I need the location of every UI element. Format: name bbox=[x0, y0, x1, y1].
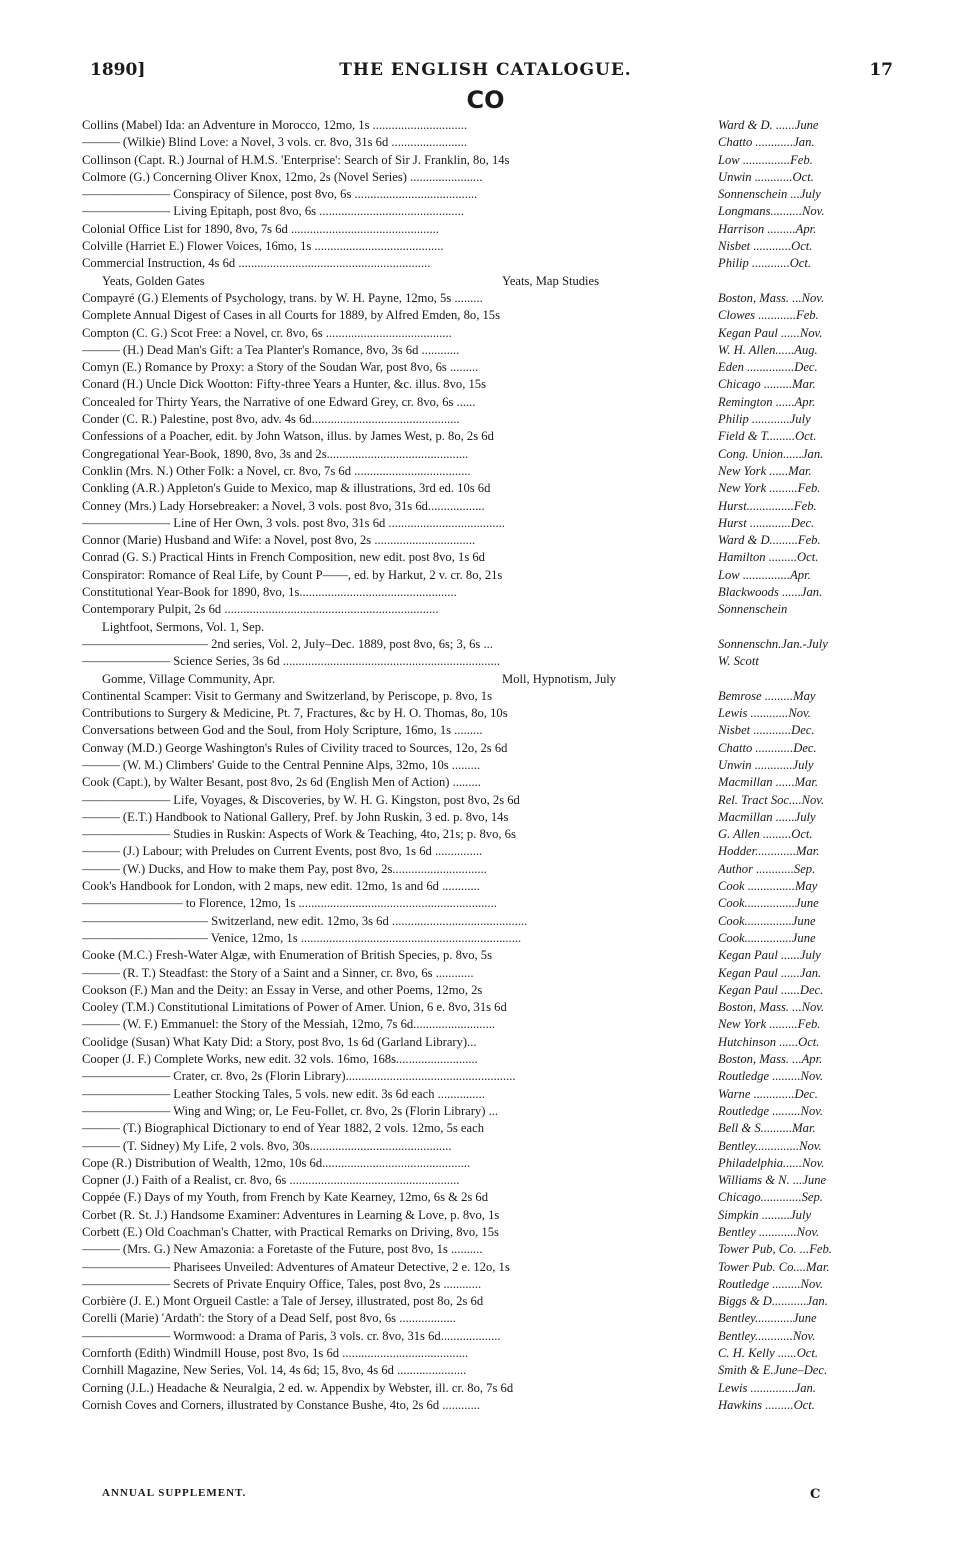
entry-title: ——— (J.) Labour; with Preludes on Current Events, post 8vo, 1s 6d ............... bbox=[82, 844, 483, 859]
entry-publisher: Chicago.............Sep. bbox=[718, 1190, 823, 1205]
series-list-line bbox=[82, 619, 894, 636]
catalogue-entry bbox=[82, 757, 894, 774]
entry-publisher: Hamilton .........Oct. bbox=[718, 550, 819, 565]
catalogue-entry bbox=[82, 515, 894, 532]
catalogue-entry bbox=[82, 843, 894, 860]
entry-title: ——— (T. Sidney) My Life, 2 vols. 8vo, 30s............................................. bbox=[82, 1138, 452, 1153]
entry-title: Colonial Office List for 1890, 8vo, 7s 6d ............................................... bbox=[82, 221, 439, 236]
catalogue-entry bbox=[82, 152, 894, 169]
catalogue-entry bbox=[82, 774, 894, 791]
entry-title: —————————— 2nd series, Vol. 2, July–Dec. 1889, post 8vo, 6s; 3, 6s ... bbox=[82, 636, 493, 651]
entry-title: Commercial Instruction, 4s 6d ............................................................. bbox=[82, 256, 431, 271]
catalogue-entry bbox=[82, 636, 894, 653]
header-year: 1890] bbox=[90, 60, 146, 80]
catalogue-entry bbox=[82, 428, 894, 445]
entry-title: Conard (H.) Uncle Dick Wootton: Fifty-three Years a Hunter, &c. illus. 8vo, 15s bbox=[82, 377, 486, 392]
entry-publisher: Longmans..........Nov. bbox=[718, 204, 825, 219]
catalogue-entry bbox=[82, 653, 894, 670]
entry-publisher: Smith & E.June–Dec. bbox=[718, 1363, 828, 1378]
entry-title: ——————— Wormwood: a Drama of Paris, 3 vols. cr. 8vo, 31s 6d................... bbox=[82, 1328, 501, 1343]
page-number: 17 bbox=[869, 60, 893, 80]
entry-title: Conder (C. R.) Palestine, post 8vo, adv. 4s 6d............................................... bbox=[82, 412, 460, 427]
entry-title: Collins (Mabel) Ida: an Adventure in Morocco, 12mo, 1s .............................. bbox=[82, 118, 468, 132]
entry-publisher: Sonnenschein ...July bbox=[718, 187, 821, 202]
catalogue-entry bbox=[82, 740, 894, 757]
catalogue-entry bbox=[82, 1241, 894, 1258]
entry-title: Coppée (F.) Days of my Youth, from French by Kate Kearney, 12mo, 6s & 2s 6d bbox=[82, 1190, 489, 1205]
entry-publisher: Bentley..............Nov. bbox=[718, 1138, 822, 1153]
entry-title: Corbière (J. E.) Mont Orgueil Castle: a Tale of Jersey, illustrated, post 8o, 2s 6d bbox=[82, 1294, 484, 1309]
entry-publisher: W. H. Allen......Aug. bbox=[718, 342, 818, 357]
catalogue-entry bbox=[82, 1155, 894, 1172]
catalogue-entry bbox=[82, 221, 894, 238]
entry-publisher: Chatto ............Dec. bbox=[718, 740, 817, 755]
entry-publisher: Lewis ............Nov. bbox=[718, 706, 811, 721]
entry-publisher: Field & T.........Oct. bbox=[718, 429, 817, 444]
entry-title: ——— (Wilkie) Blind Love: a Novel, 3 vols. cr. 8vo, 31s 6d ........................ bbox=[82, 135, 467, 150]
page-footer bbox=[0, 1487, 971, 1507]
entry-title: Cooke (M.C.) Fresh-Water Algæ, with Enumeration of British Species, p. 8vo, 5s bbox=[82, 948, 492, 963]
entry-publisher: Cook................June bbox=[718, 896, 819, 911]
entry-publisher: Low ...............Feb. bbox=[718, 152, 813, 167]
catalogue-entry bbox=[82, 861, 894, 878]
entry-publisher: Philadelphia......Nov. bbox=[718, 1155, 825, 1170]
catalogue-entry bbox=[82, 1068, 894, 1085]
catalogue-entry bbox=[82, 307, 894, 324]
entry-publisher: Nisbet ............Dec. bbox=[718, 723, 815, 738]
entry-publisher: Cook...............June bbox=[718, 930, 816, 945]
entry-title: ——————— Line of Her Own, 3 vols. post 8vo, 31s 6d ..................................... bbox=[82, 515, 505, 530]
entry-title: ———————— to Florence, 12mo, 1s ............................................................... bbox=[82, 896, 497, 911]
entry-title: Concealed for Thirty Years, the Narrative of one Edward Grey, cr. 8vo, 6s ...... bbox=[82, 394, 476, 409]
entry-title: ——— (R. T.) Steadfast: the Story of a Saint and a Sinner, cr. 8vo, 6s ............ bbox=[82, 965, 474, 980]
entry-title: Connor (Marie) Husband and Wife: a Novel, post 8vo, 2s ................................ bbox=[82, 533, 476, 548]
entry-title: Congregational Year-Book, 1890, 8vo, 3s and 2s............................................. bbox=[82, 446, 469, 461]
entry-publisher: Unwin ............Oct. bbox=[718, 169, 814, 184]
entry-publisher: Macmillan ......July bbox=[718, 809, 816, 824]
entry-publisher: Nisbet ............Oct. bbox=[718, 239, 813, 254]
series-list-line bbox=[82, 273, 894, 290]
catalogue-entry bbox=[82, 1138, 894, 1155]
entry-title: Continental Scamper: Visit to Germany and Switzerland, by Periscope, p. 8vo, 1s bbox=[82, 688, 492, 703]
catalogue-entry bbox=[82, 255, 894, 272]
entry-title: Compton (C. G.) Scot Free: a Novel, cr. 8vo, 6s ........................................ bbox=[82, 325, 452, 340]
entry-publisher: Cong. Union......Jan. bbox=[718, 446, 824, 461]
entry-publisher: New York ......Mar. bbox=[718, 463, 812, 478]
entry-publisher: Tower Pub, Co. ...Feb. bbox=[718, 1242, 832, 1257]
entry-title: ——— (Mrs. G.) New Amazonia: a Foretaste of the Future, post 8vo, 1s .......... bbox=[82, 1242, 483, 1257]
catalogue-entry bbox=[82, 982, 894, 999]
entry-publisher: Routledge .........Nov. bbox=[718, 1276, 824, 1291]
entry-publisher: Bentley............June bbox=[718, 1311, 817, 1326]
catalogue-entry bbox=[82, 722, 894, 739]
catalogue-entry bbox=[82, 411, 894, 428]
catalogue-entry bbox=[82, 480, 894, 497]
entry-publisher: Hutchinson ......Oct. bbox=[718, 1034, 820, 1049]
section-heading: CO bbox=[466, 86, 505, 114]
entry-title: ——————— Wing and Wing; or, Le Feu-Follet, cr. 8vo, 2s (Florin Library) ... bbox=[82, 1103, 499, 1118]
catalogue-entry bbox=[82, 584, 894, 601]
entry-title: Conkling (A.R.) Appleton's Guide to Mexico, map & illustrations, 3rd ed. 10s 6d bbox=[82, 481, 491, 496]
catalogue-entry bbox=[82, 705, 894, 722]
entry-title: Cook (Capt.), by Walter Besant, post 8vo, 2s 6d (English Men of Action) ......... bbox=[82, 775, 481, 790]
entry-title: Constitutional Year-Book for 1890, 8vo, 1s.................................................. bbox=[82, 585, 457, 600]
entry-publisher: Biggs & D...........Jan. bbox=[718, 1294, 828, 1309]
entry-publisher: Bentley ............Nov. bbox=[718, 1225, 820, 1239]
entry-title: Corning (J.L.) Headache & Neuralgia, 2 ed. w. Appendix by Webster, ill. cr. 8o, 7s 6d bbox=[82, 1380, 514, 1395]
entry-title: Conversations between God and the Soul, from Holy Scripture, 16mo, 1s ......... bbox=[82, 723, 483, 738]
entry-publisher: Rel. Tract Soc....Nov. bbox=[718, 792, 825, 807]
catalogue-entry bbox=[82, 1103, 894, 1120]
entry-publisher: Blackwoods ......Jan. bbox=[718, 585, 823, 600]
catalogue-entry bbox=[82, 792, 894, 809]
catalogue-entry bbox=[82, 809, 894, 826]
entry-title: Colmore (G.) Concerning Oliver Knox, 12mo, 2s (Novel Series) ....................... bbox=[82, 169, 483, 184]
entry-title: Cornhill Magazine, New Series, Vol. 14, 4s 6d; 15, 8vo, 4s 6d ...................... bbox=[82, 1363, 467, 1378]
entry-publisher: Philip ............July bbox=[718, 412, 811, 427]
entry-publisher: Hurst .............Dec. bbox=[718, 515, 815, 530]
entry-title: Cook's Handbook for London, with 2 maps, new edit. 12mo, 1s and 6d ............ bbox=[82, 879, 480, 894]
entry-publisher: Routledge .........Nov. bbox=[718, 1103, 824, 1118]
footer-signature-mark: C bbox=[810, 1487, 821, 1502]
entry-publisher: C. H. Kelly ......Oct. bbox=[718, 1346, 819, 1361]
entry-title: ——————— Secrets of Private Enquiry Office, Tales, post 8vo, 2s ............ bbox=[82, 1276, 482, 1291]
series-item: Yeats, Golden Gates bbox=[102, 273, 205, 288]
entry-publisher: Bell & S..........Mar. bbox=[718, 1121, 816, 1136]
catalogue-entry bbox=[82, 1328, 894, 1345]
entry-title: Conway (M.D.) George Washington's Rules of Civility traced to Sources, 12o, 2s 6d bbox=[82, 740, 508, 755]
entry-publisher: Unwin ............July bbox=[718, 757, 814, 772]
entry-publisher: Simpkin .........July bbox=[718, 1207, 812, 1222]
entry-title: Collinson (Capt. R.) Journal of H.M.S. 'Enterprise': Search of Sir J. Franklin, 8o, 14s bbox=[82, 152, 510, 167]
entry-title: Copner (J.) Faith of a Realist, cr. 8vo, 6s ...................................................... bbox=[82, 1173, 460, 1188]
catalogue-entry bbox=[82, 290, 894, 307]
entry-publisher: Sonnenschein bbox=[718, 602, 788, 617]
catalogue-entry bbox=[82, 947, 894, 964]
entry-title: Conklin (Mrs. N.) Other Folk: a Novel, cr. 8vo, 7s 6d ..................................... bbox=[82, 463, 471, 478]
catalogue-entry bbox=[82, 1259, 894, 1276]
catalogue-entry bbox=[82, 1034, 894, 1051]
catalogue-entry bbox=[82, 1276, 894, 1293]
entry-publisher: Hurst...............Feb. bbox=[718, 498, 817, 513]
entry-publisher: Routledge .........Nov. bbox=[718, 1069, 824, 1084]
entry-publisher: Remington ......Apr. bbox=[718, 394, 816, 409]
catalogue-entry bbox=[82, 394, 894, 411]
catalogue-entry bbox=[82, 117, 894, 134]
catalogue-entry bbox=[82, 169, 894, 186]
entry-title: Cookson (F.) Man and the Deity: an Essay in Verse, and other Poems, 12mo, 2s bbox=[82, 982, 483, 997]
entry-publisher: New York .........Feb. bbox=[718, 1017, 821, 1032]
entry-title: Contributions to Surgery & Medicine, Pt. 7, Fractures, &c by H. O. Thomas, 8o, 10s bbox=[82, 706, 508, 721]
entry-title: Cooper (J. F.) Complete Works, new edit. 32 vols. 16mo, 168s.......................... bbox=[82, 1052, 478, 1067]
entry-title: Conrad (G. S.) Practical Hints in French Composition, new edit. post 8vo, 1s 6d bbox=[82, 550, 485, 565]
series-item: Gomme, Village Community, Apr. bbox=[102, 671, 276, 686]
catalogue-entry bbox=[82, 601, 894, 618]
entry-title: Confessions of a Poacher, edit. by John Watson, illus. by James West, p. 8o, 2s 6d bbox=[82, 429, 494, 444]
catalogue-entry bbox=[82, 359, 894, 376]
entry-title: ——— (T.) Biographical Dictionary to end of Year 1882, 2 vols. 12mo, 5s each bbox=[82, 1121, 484, 1136]
catalogue-entry bbox=[82, 532, 894, 549]
catalogue-entry bbox=[82, 567, 894, 584]
catalogue-entry bbox=[82, 1224, 894, 1241]
catalogue-entry bbox=[82, 325, 894, 342]
entry-publisher: Bemrose .........May bbox=[718, 688, 816, 703]
catalogue-entry bbox=[82, 186, 894, 203]
entry-publisher: Sonnenschn.Jan.-July bbox=[718, 636, 828, 651]
entry-title: ——— (E.T.) Handbook to National Gallery, Pref. by John Ruskin, 3 ed. p. 8vo, 14s bbox=[82, 809, 509, 824]
entry-title: ——————— Science Series, 3s 6d ..................................................................... bbox=[82, 654, 501, 669]
entry-title: Corbett (E.) Old Coachman's Chatter, with Practical Remarks on Driving, 8vo, 15s bbox=[82, 1225, 499, 1239]
entry-title: ——————— Living Epitaph, post 8vo, 6s .............................................. bbox=[82, 204, 465, 219]
catalogue-entry bbox=[82, 1172, 894, 1189]
catalogue-entry bbox=[82, 1051, 894, 1068]
catalogue-entry bbox=[82, 999, 894, 1016]
catalogue-entry bbox=[82, 134, 894, 151]
entry-title: ——————— Pharisees Unveiled: Adventures of Amateur Detective, 2 e. 12o, 1s bbox=[82, 1259, 510, 1274]
catalogue-entry bbox=[82, 930, 894, 947]
series-list-line bbox=[82, 671, 894, 688]
entry-title: Comyn (E.) Romance by Proxy: a Story of the Soudan War, post 8vo, 6s ......... bbox=[82, 360, 479, 375]
catalogue-entry bbox=[82, 549, 894, 566]
catalogue-entry bbox=[82, 1086, 894, 1103]
entry-title: Cornish Coves and Corners, illustrated by Constance Bushe, 4to, 2s 6d ............ bbox=[82, 1397, 481, 1412]
entry-publisher: Chicago .........Mar. bbox=[718, 377, 816, 392]
entry-publisher: Lewis ..............Jan. bbox=[718, 1380, 816, 1395]
entry-title: Corelli (Marie) 'Ardath': the Story of a Dead Self, post 8vo, 6s .................. bbox=[82, 1311, 456, 1326]
entry-title: ——————— Conspiracy of Silence, post 8vo, 6s ....................................... bbox=[82, 187, 478, 202]
catalogue-entry bbox=[82, 446, 894, 463]
catalogue-entry bbox=[82, 203, 894, 220]
entry-title: —————————— Switzerland, new edit. 12mo, 3s 6d ........................................... bbox=[82, 913, 528, 928]
entry-publisher: Boston, Mass. ...Nov. bbox=[718, 1000, 825, 1015]
catalogue-entry bbox=[82, 1293, 894, 1310]
entry-title: ——————— Crater, cr. 8vo, 2s (Florin Library)...................................................... bbox=[82, 1069, 516, 1084]
entry-title: ——————— Life, Voyages, & Discoveries, by W. H. G. Kingston, post 8vo, 2s 6d bbox=[82, 792, 520, 807]
entry-publisher: Cook...............June bbox=[718, 913, 816, 928]
entry-publisher: Ward & D. ......June bbox=[718, 118, 819, 132]
entry-publisher: Warne .............Dec. bbox=[718, 1086, 818, 1101]
entry-title: Conney (Mrs.) Lady Horsebreaker: a Novel, 3 vols. post 8vo, 31s 6d.................. bbox=[82, 498, 485, 513]
entry-publisher: Kegan Paul ......July bbox=[718, 948, 821, 963]
entry-publisher: Hawkins .........Oct. bbox=[718, 1397, 815, 1412]
entry-publisher: Low ...............Apr. bbox=[718, 567, 811, 582]
catalogue-entry bbox=[82, 1397, 894, 1414]
entry-publisher: Cook ...............May bbox=[718, 879, 818, 894]
catalogue-entry bbox=[82, 1310, 894, 1327]
entry-title: —————————— Venice, 12mo, 1s ...................................................................... bbox=[82, 930, 522, 945]
catalogue-entry bbox=[82, 688, 894, 705]
entry-publisher: Kegan Paul ......Dec. bbox=[718, 982, 824, 997]
entry-title: ——————— Studies in Ruskin: Aspects of Work & Teaching, 4to, 21s; p. 8vo, 6s bbox=[82, 827, 516, 842]
entry-publisher: Eden ...............Dec. bbox=[718, 360, 818, 375]
header-title: THE ENGLISH CATALOGUE. bbox=[339, 60, 632, 80]
entry-title: Conspirator: Romance of Real Life, by Count P——, ed. by Harkut, 2 v. cr. 8o, 21s bbox=[82, 567, 503, 582]
entry-title: Colville (Harriet E.) Flower Voices, 16mo, 1s ......................................... bbox=[82, 239, 444, 254]
entry-title: Contemporary Pulpit, 2s 6d .................................................................... bbox=[82, 602, 439, 617]
series-item: Moll, Hypnotism, July bbox=[502, 671, 617, 686]
entry-title: ——— (W.) Ducks, and How to make them Pay, post 8vo, 2s.............................. bbox=[82, 861, 487, 876]
entry-title: ——— (W. M.) Climbers' Guide to the Central Pennine Alps, 32mo, 10s ......... bbox=[82, 757, 481, 772]
running-header bbox=[0, 60, 971, 86]
catalogue-entry bbox=[82, 1120, 894, 1137]
series-item: Lightfoot, Sermons, Vol. 1, Sep. bbox=[102, 619, 265, 634]
catalogue-entry bbox=[82, 1380, 894, 1397]
entry-title: ——————— Leather Stocking Tales, 5 vols. new edit. 3s 6d each ............... bbox=[82, 1086, 485, 1101]
entry-publisher: Boston, Mass. ...Nov. bbox=[718, 290, 825, 305]
footer-signature: ANNUAL SUPPLEMENT. bbox=[102, 1487, 247, 1499]
entry-publisher: Clowes ............Feb. bbox=[718, 308, 819, 323]
entry-publisher: New York .........Feb. bbox=[718, 481, 821, 496]
entry-publisher: Kegan Paul ......Nov. bbox=[718, 325, 823, 340]
catalogue-entry bbox=[82, 342, 894, 359]
entry-publisher: Philip ............Oct. bbox=[718, 256, 812, 271]
catalogue-entry bbox=[82, 238, 894, 255]
catalogue-entry bbox=[82, 1362, 894, 1379]
entry-publisher: Author ............Sep. bbox=[718, 861, 816, 876]
catalogue-entry bbox=[82, 913, 894, 930]
entry-title: ——— (H.) Dead Man's Gift: a Tea Planter's Romance, 8vo, 3s 6d ............ bbox=[82, 342, 460, 357]
catalogue-entry bbox=[82, 1345, 894, 1362]
catalogue-entry bbox=[82, 376, 894, 393]
entry-title: Compayré (G.) Elements of Psychology, trans. by W. H. Payne, 12mo, 5s ......... bbox=[82, 290, 483, 305]
entry-title: Cooley (T.M.) Constitutional Limitations of Power of Amer. Union, 6 e. 8vo, 31s 6d bbox=[82, 1000, 507, 1015]
catalogue-entry bbox=[82, 826, 894, 843]
entry-publisher: Tower Pub. Co....Mar. bbox=[718, 1259, 830, 1274]
entry-publisher: Ward & D.........Feb. bbox=[718, 533, 821, 548]
catalogue-entry bbox=[82, 895, 894, 912]
entry-title: Complete Annual Digest of Cases in all Courts for 1889, by Alfred Emden, 8o, 15s bbox=[82, 308, 500, 323]
entry-title: ——— (W. F.) Emmanuel: the Story of the Messiah, 12mo, 7s 6d.......................... bbox=[82, 1017, 496, 1032]
catalogue-entry bbox=[82, 1189, 894, 1206]
catalogue-entry bbox=[82, 1016, 894, 1033]
catalogue-entry bbox=[82, 498, 894, 515]
entry-title: Cope (R.) Distribution of Wealth, 12mo, 10s 6d............................................... bbox=[82, 1155, 471, 1170]
catalogue-entry bbox=[82, 463, 894, 480]
entry-publisher: Kegan Paul ......Jan. bbox=[718, 965, 822, 980]
entry-publisher: Harrison .........Apr. bbox=[718, 221, 817, 236]
entry-title: Coolidge (Susan) What Katy Did: a Story, post 8vo, 1s 6d (Garland Library)... bbox=[82, 1034, 477, 1049]
entry-title: Cornforth (Edith) Windmill House, post 8vo, 1s 6d ........................................ bbox=[82, 1346, 469, 1361]
entry-publisher: Bentley............Nov. bbox=[718, 1328, 816, 1343]
entry-publisher: Boston, Mass. ...Apr. bbox=[718, 1052, 823, 1067]
catalogue-entry bbox=[82, 878, 894, 895]
entry-publisher: W. Scott bbox=[718, 654, 759, 669]
entry-publisher: Macmillan ......Mar. bbox=[718, 775, 819, 790]
catalogue-entry bbox=[82, 1207, 894, 1224]
entry-title: Corbet (R. St. J.) Handsome Examiner: Adventures in Learning & Love, p. 8vo, 1s bbox=[82, 1207, 500, 1222]
entry-publisher: G. Allen .........Oct. bbox=[718, 827, 813, 842]
entry-publisher: Williams & N. ...June bbox=[718, 1173, 827, 1188]
catalogue-entry bbox=[82, 965, 894, 982]
series-item: Yeats, Map Studies bbox=[502, 273, 600, 288]
entry-publisher: Hodder.............Mar. bbox=[718, 844, 820, 859]
catalogue-entries bbox=[82, 117, 894, 1414]
entry-publisher: Chatto ............Jan. bbox=[718, 135, 815, 150]
